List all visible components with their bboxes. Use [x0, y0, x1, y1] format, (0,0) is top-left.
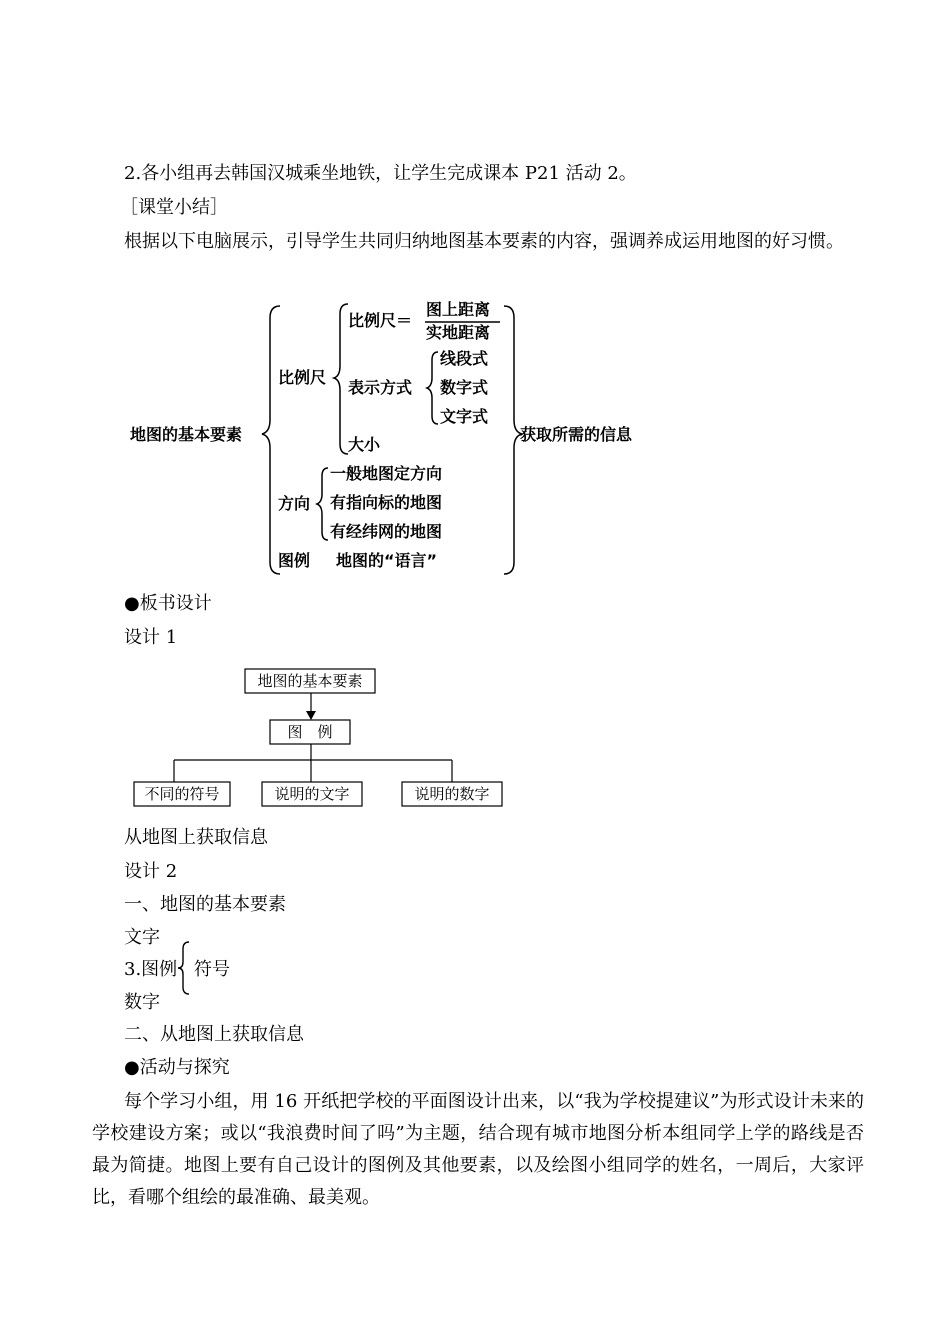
- outline-expr-line: 线段式: [440, 349, 489, 368]
- board-design-heading: ●板书设计: [124, 593, 212, 614]
- outline-size: 大小: [348, 435, 381, 454]
- outline-scale-denominator: 实地距离: [426, 323, 491, 342]
- map-elements-outline-diagram: [122, 296, 662, 581]
- outline-dir-general: 一般地图定方向: [330, 464, 443, 483]
- outline-legend: 图例: [278, 551, 311, 570]
- activity-2-line: 2.各小组再去韩国汉城乘坐地铁，让学生完成课本 P21 活动 2。: [124, 163, 637, 184]
- outline-scale: 比例尺: [278, 368, 327, 387]
- outline-result: 获取所需的信息: [520, 425, 633, 444]
- flow-arrow-head: [306, 711, 316, 720]
- design-2-label: 设计 2: [124, 861, 178, 882]
- activity-paragraph: 每个学习小组，用 16 开纸把学校的平面图设计出来，以“我为学校提建议”为形式设计未来的学校建设方案；或以“我浪费时间了吗”为主题，结合现有城市地图分析本组同学上学的路线是否最为简捷。地图上要有自己设计的图例及其他要素，以及绘图小组同学的姓名，一周后，大家评比，看哪个组绘的最准确、最美观。: [92, 1091, 864, 1208]
- outline-dir-arrow: 有指向标的地图: [330, 493, 443, 512]
- summary-intro-paragraph: 根据以下电脑展示，引导学生共同归纳地图基本要素的内容，强调养成运用地图的好习惯。: [124, 231, 844, 252]
- outline-direction: 方向: [278, 494, 311, 513]
- outline-scale-numerator: 图上距离: [426, 300, 491, 319]
- outline-legend-desc: 地图的“语言”: [336, 551, 438, 570]
- design-1-label: 设计 1: [124, 627, 178, 648]
- legend-item-number: 数字: [124, 992, 160, 1013]
- get-info-line: 从地图上获取信息: [124, 827, 268, 848]
- flow-child-3-label: 说明的数字: [414, 785, 490, 803]
- legend-brace: [176, 940, 192, 996]
- section-1-heading: 一、地图的基本要素: [124, 894, 286, 915]
- legend-heading: 3.图例: [124, 959, 178, 980]
- outline-root: 地图的基本要素: [130, 425, 243, 444]
- outline-expression: 表示方式: [348, 378, 413, 397]
- outline-expr-verbal: 文字式: [440, 407, 489, 426]
- legend-flow-diagram: [130, 662, 530, 812]
- outline-scale-formula: 比例尺＝: [348, 311, 413, 330]
- summary-heading: ［课堂小结］: [120, 197, 228, 218]
- flow-top-label: 地图的基本要素: [257, 672, 363, 690]
- activity-heading: ●活动与探究: [124, 1057, 230, 1078]
- outline-expr-numeric: 数字式: [440, 378, 489, 397]
- legend-item-symbol: 符号: [194, 959, 230, 980]
- legend-item-text: 文字: [124, 927, 160, 948]
- flow-middle-label: 图 例: [287, 723, 333, 741]
- outline-dir-grid: 有经纬网的地图: [330, 522, 443, 541]
- flow-child-1-label: 不同的符号: [144, 785, 220, 803]
- flow-child-2-label: 说明的文字: [274, 785, 350, 803]
- section-2-heading: 二、从地图上获取信息: [124, 1024, 304, 1045]
